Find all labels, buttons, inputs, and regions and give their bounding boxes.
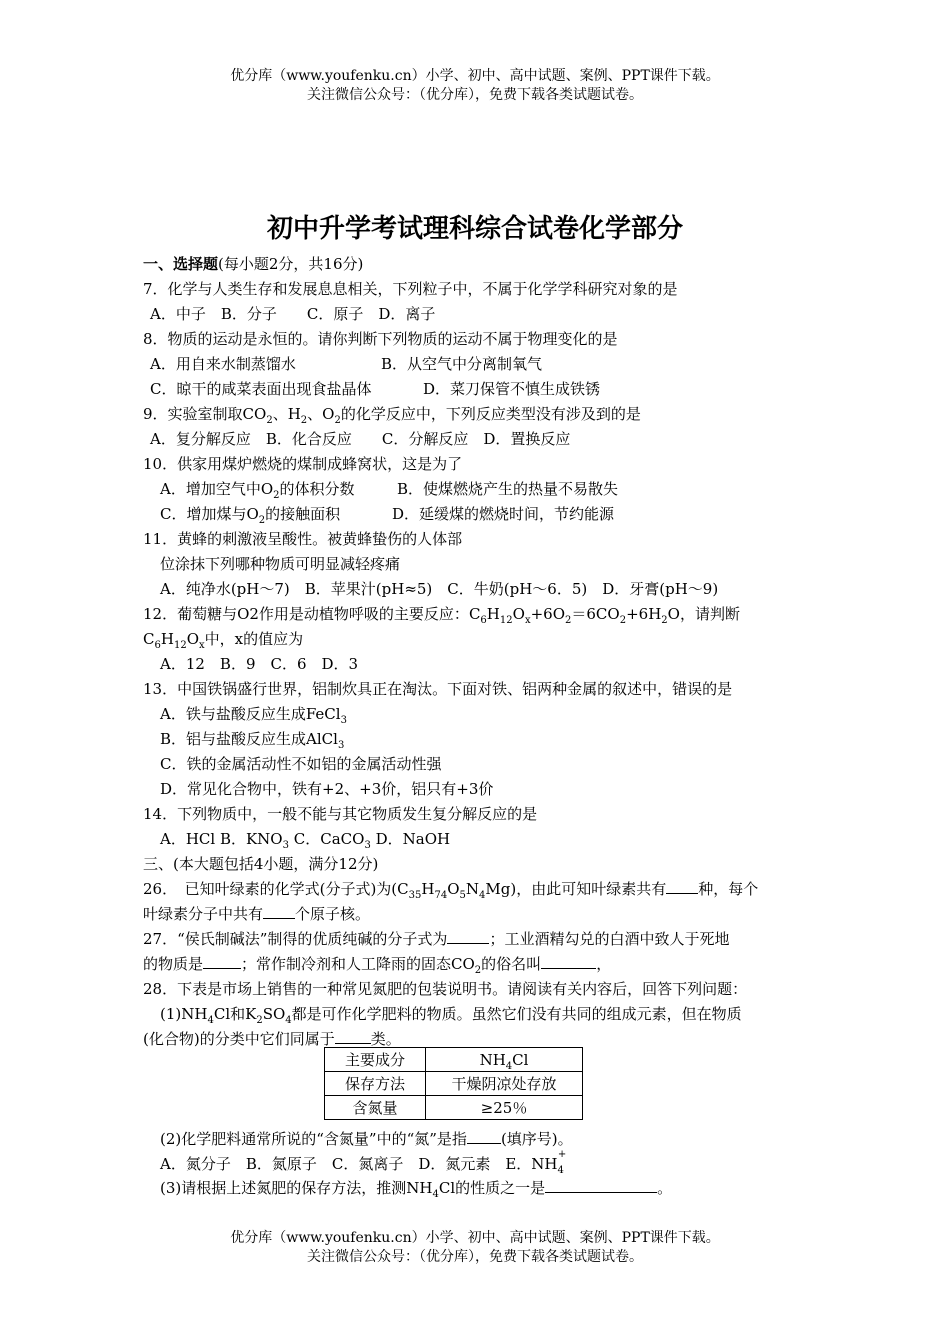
footer-line-1: 优分库（www.youfenku.cn）小学、初中、高中试题、案例、PPT课件下载。 [230,1230,720,1246]
q27-blank-3[interactable] [541,954,596,969]
section-1-label: 一、选择题 [143,255,219,273]
q10-option-b: B．使煤燃烧产生的热量不易散失 [397,480,619,498]
header-line-1: 优分库（www.youfenku.cn）小学、初中、高中试题、案例、PPT课件下载。 [230,68,720,84]
q28-part-1: $(1)NH_4Cl$和$K_2SO_4$都是可作化学肥料的物质。虽然它们没有共同的组成元素，但在物质 [160,1005,742,1026]
q10-stem: 10．供家用煤炉燃烧的煤制成蜂窝状，这是为了 [143,455,463,473]
q14-stem: 14．下列物质中，一般不能与其它物质发生复分解反应的是 [143,805,538,823]
q12-equation: $C_6H_{12}O_x+6O_2=6CO_2+6H_2O$ [468,605,680,626]
section-3-heading: 三、(本大题包括4小题，满分12分) [143,855,379,873]
table-row [325,1072,583,1096]
q11-stem: 11．黄蜂的刺激液呈酸性。被黄蜂蛰伤的人体部 [143,530,463,548]
q11-stem-2: 位涂抹下列哪种物质可明显减轻疼痛 [160,555,401,573]
header-line-2: 关注微信公众号：（优分库），免费下载各类试题试卷。 [307,87,643,103]
footer-line-2: 关注微信公众号：（优分库），免费下载各类试题试卷。 [307,1249,643,1265]
q12-stem: 12．葡萄糖与O2作用是动植物呼吸的主要反应：$C_6H_{12}O_x+6O_2=6CO_2+6H_2O$，请判断 [143,605,740,626]
section-1-heading [143,254,363,274]
q11-options: A．纯净水(pH～7) B．苹果汁(pH≈5) C．牛奶(pH～6．5) D．牙膏(pH～9) [160,580,719,598]
q27-line-2: 的物质是 ；常作制冷剂和人工降雨的固态$CO_2$的俗名叫 ， [143,955,612,976]
q13-stem: 13．中国铁锅盛行世界，铝制炊具正在淘汰。下面对铁、铝两种金属的叙述中，错误的是 [143,680,733,698]
q8-option-b: B．从空气中分离制氧气 [381,355,543,373]
q28-stem: 28．下表是市场上销售的一种常见氮肥的包装说明书。请阅读有关内容后，回答下列问题： [143,980,748,998]
q14-options: A．HCl B．$KNO_3$ C．CaCO$_3$ D．NaOH [160,830,451,851]
q13-option-c: C．铁的金属活动性不如铝的金属活动性强 [160,755,442,773]
q13-option-d: D．常见化合物中，铁有+2、+3价，铝只有+3价 [160,780,494,798]
table-row [325,1096,583,1120]
q27-stem: 27．“侯氏制碱法”制得的优质纯碱的分子式为 ；工业酒精勾兑的白酒中致人于死地 [143,930,730,948]
q12-stem-2: $C_6H_{12}O_x$中，x的值应为 [143,630,304,651]
q7-stem: 7．化学与人类生存和发展息息相关，下列粒子中，不属于化学学科研究对象的是 [143,280,678,298]
table-cell-key: 含氮量 [325,1096,426,1120]
q28-blank-1[interactable] [335,1029,371,1044]
table-cell-value: $NH_4Cl$ [426,1048,583,1072]
q26-line-2: 叶绿素分子中共有 个原子核。 [143,905,371,923]
q26-blank-1[interactable] [666,879,698,894]
section-1-note: (每小题2分，共16分) [218,255,364,273]
q10-option-c: C．增加煤与$O_2$的接触面积 [160,505,341,526]
table-cell-key: 主要成分 [325,1048,426,1072]
q10-option-d: D．延缓煤的燃烧时间，节约能源 [392,505,615,523]
q13-option-b: B．铝与盐酸反应生成AlCl$_3$ [160,730,345,751]
q8-option-c: C．晾干的咸菜表面出现食盐晶体 [150,380,372,398]
q8-option-a: A．用自来水制蒸馏水 [150,355,296,373]
q27-blank-1[interactable] [447,929,489,944]
q28-part-3: (3)请根据上述氮肥的保存方法，推测$NH_4Cl$的性质之一是 。 [160,1179,673,1200]
q28-blank-3[interactable] [545,1178,657,1193]
q9-options: A．复分解反应 B．化合反应 C．分解反应 D．置换反应 [150,430,571,448]
q10-option-a: A．增加空气中$O_2$的体积分数 [160,480,355,501]
table-cell-value: ≥25％ [426,1096,583,1120]
q27-blank-2[interactable] [203,954,241,969]
q28-part-2: (2)化学肥料通常所说的“含氮量”中的“氮”是指 (填序号)。 [160,1130,573,1148]
fertilizer-info-table [324,1047,583,1120]
q8-option-d: D．菜刀保管不慎生成铁锈 [423,380,601,398]
q13-option-a: A．铁与盐酸反应生成FeCl$_3$ [160,705,347,726]
q26-blank-2[interactable] [263,904,295,919]
q28-part-2-options: A．氮分子 B．氮原子 C．氮离子 D．氮元素 E．$NH_4^+$ [160,1149,567,1176]
q9-stem: 9．实验室制取$CO_2$、$H_2$、$O_2$的化学反应中，下列反应类型没有涉及到的是 [143,405,641,426]
q12-options: A．12 B．9 C．6 D．3 [160,655,359,673]
q26-stem: 26． 已知叶绿素的化学式(分子式)为$(C_{35}H_{74}O_5N_4Mg)$，由此可知叶绿素共有 种，每个 [143,880,759,901]
q28-blank-2[interactable] [467,1129,501,1144]
q8-stem: 8．物质的运动是永恒的。请你判断下列物质的运动不属于物理变化的是 [143,330,618,348]
table-cell-key: 保存方法 [325,1072,426,1096]
table-cell-value: 干燥阴凉处存放 [426,1072,583,1096]
q7-options: A．中子 B．分子 C．原子 D．离子 [150,305,436,323]
table-row [325,1048,583,1072]
page-title: 初中升学考试理科综合试卷化学部分 [266,214,683,244]
q28-part-1-line-2: (化合物)的分类中它们同属于 类。 [143,1030,401,1048]
